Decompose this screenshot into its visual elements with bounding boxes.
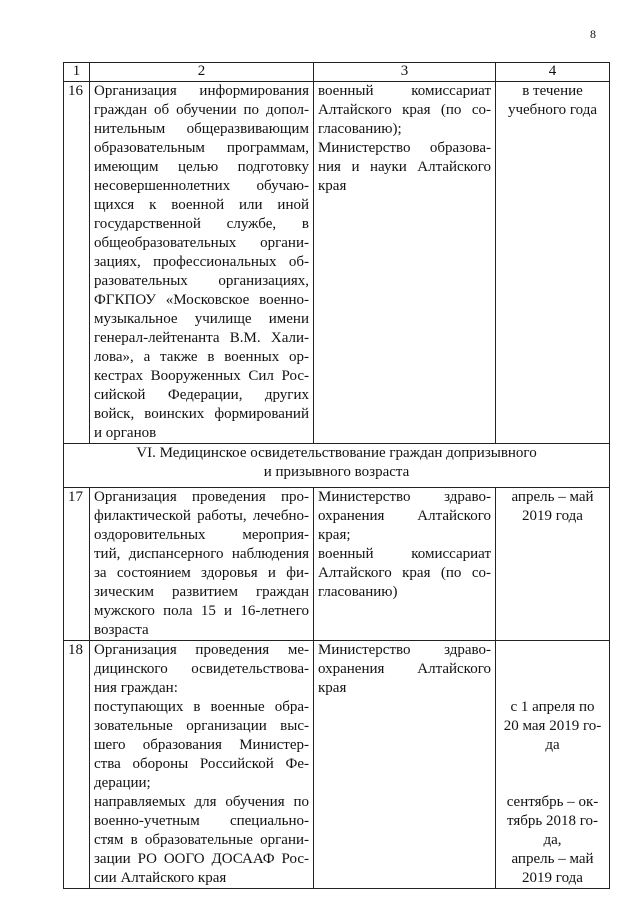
text-line: военный комиссариат: [318, 83, 491, 99]
text-line: Организация информирования: [94, 83, 309, 99]
text-line: да: [545, 737, 560, 753]
text-line: ФГКПОУ «Московское военно-: [94, 292, 309, 308]
responsible-cell: [314, 82, 496, 444]
text-line: ния граждан:: [94, 680, 178, 696]
text-line: дицинского освидетельствова-: [94, 661, 309, 677]
text-line: апрель – май: [511, 851, 594, 867]
text-line: учебного года: [507, 102, 598, 118]
deadline-cell: [496, 641, 610, 889]
section-row: [64, 444, 610, 488]
text-line: края: [318, 178, 347, 194]
text-line: шего образования Министер-: [94, 737, 309, 753]
blank-line: [500, 774, 605, 793]
text-line: военно-учетным специально-: [94, 813, 309, 829]
text-line: военный комиссариат: [318, 546, 491, 562]
text-line: 2019 года: [522, 508, 583, 524]
text-line: охранения Алтайского: [318, 661, 491, 677]
text-line: Министерство образова-: [318, 140, 491, 156]
text-line: края;: [318, 527, 351, 543]
text-line: музыкальное училище имени: [94, 311, 309, 327]
activity-cell: [90, 82, 314, 444]
text-line: сийской Федерации, других: [94, 387, 309, 403]
text-line: Алтайского края (по со-: [318, 102, 491, 118]
text-line: лова», а также в военных ор-: [94, 349, 309, 365]
header-col-2: 2: [90, 63, 314, 82]
text-line: общеобразовательных органи-: [94, 235, 309, 251]
text-line: генерал-лейтенанта В.М. Хали-: [94, 330, 309, 346]
text-line: поступающих в военные обра-: [94, 699, 309, 715]
responsible-cell: [314, 488, 496, 641]
table-row-18: [64, 641, 610, 889]
text-line: с 1 апреля по: [510, 699, 595, 715]
text-line: 20 мая 2019 го-: [503, 718, 602, 734]
blank-line: [500, 755, 605, 774]
text-line: дерации;: [94, 775, 151, 791]
text-line: ства обороны Российской Фе-: [94, 756, 309, 772]
header-col-3: 3: [314, 63, 496, 82]
text-line: сентябрь – ок-: [506, 794, 599, 810]
text-line: граждан об обучении по допол-: [94, 102, 309, 118]
deadline-cell: [496, 82, 610, 444]
row-number: 18: [64, 641, 90, 889]
text-line: гласованию): [318, 584, 398, 600]
page-number: 8: [590, 27, 596, 41]
text-line: разовательных организациях,: [94, 273, 309, 289]
text-line: зации РО ООГО ДОСААФ Рос-: [94, 851, 309, 867]
deadline-cell: [496, 488, 610, 641]
table-row-16: [64, 82, 610, 444]
row-number: 16: [64, 82, 90, 444]
activity-cell: [90, 641, 314, 889]
section-title-line: VI. Медицинское освидетельствование граждан допризывного: [136, 445, 537, 461]
text-line: края: [318, 680, 347, 696]
text-line: да,: [543, 832, 562, 848]
blank-line: [500, 660, 605, 679]
text-line: ния и науки Алтайского: [318, 159, 491, 175]
activity-cell: [90, 488, 314, 641]
schedule-table: [63, 62, 610, 889]
text-line: щихся к военной или иной: [94, 197, 309, 213]
text-line: имеющим целью подготовку: [94, 159, 309, 175]
text-line: в течение: [522, 83, 583, 99]
text-line: несовершеннолетних обучаю-: [94, 178, 309, 194]
text-line: Министерство здраво-: [318, 642, 491, 658]
text-line: за состоянием здоровья и фи-: [94, 565, 309, 581]
text-line: кестрах Вооруженных Сил Рос-: [94, 368, 309, 384]
text-line: зическим развитием граждан: [94, 584, 309, 600]
text-line: нительным общеразвивающим: [94, 121, 309, 137]
header-col-1: 1: [64, 63, 90, 82]
text-line: направляемых для обучения по: [94, 794, 309, 810]
header-row: [64, 63, 610, 82]
text-line: охранения Алтайского: [318, 508, 491, 524]
text-line: апрель – май: [511, 489, 594, 505]
text-line: тий, диспансерного наблюдения: [94, 546, 309, 562]
text-line: мужского пола 15 и 16-летнего: [94, 603, 309, 619]
text-line: зациях, профессиональных об-: [94, 254, 309, 270]
text-line: стям в образовательные органи-: [94, 832, 309, 848]
table-row-17: [64, 488, 610, 641]
row-number: 17: [64, 488, 90, 641]
blank-line: [500, 679, 605, 698]
text-line: тябрь 2018 го-: [506, 813, 598, 829]
section-heading: [64, 444, 610, 488]
text-line: оздоровительных мероприя-: [94, 527, 309, 543]
text-line: гласованию);: [318, 121, 402, 137]
text-line: филактической работы, лечебно-: [94, 508, 309, 524]
text-line: образовательным программам,: [94, 140, 309, 156]
text-line: сии Алтайского края: [94, 870, 227, 886]
text-line: войск, воинских формирований: [94, 406, 309, 422]
text-line: зовательные организации выс-: [94, 718, 309, 734]
text-line: Алтайского края (по со-: [318, 565, 491, 581]
responsible-cell: [314, 641, 496, 889]
section-title-line: и призывного возраста: [263, 464, 410, 480]
text-line: и органов: [94, 425, 157, 441]
header-col-4: 4: [496, 63, 610, 82]
text-line: возраста: [94, 622, 149, 638]
text-line: Организация проведения ме-: [94, 642, 309, 658]
text-line: государственной службе, в: [94, 216, 309, 232]
text-line: Организация проведения про-: [94, 489, 309, 505]
blank-line: [500, 641, 605, 660]
text-line: 2019 года: [522, 870, 583, 886]
text-line: Министерство здраво-: [318, 489, 491, 505]
